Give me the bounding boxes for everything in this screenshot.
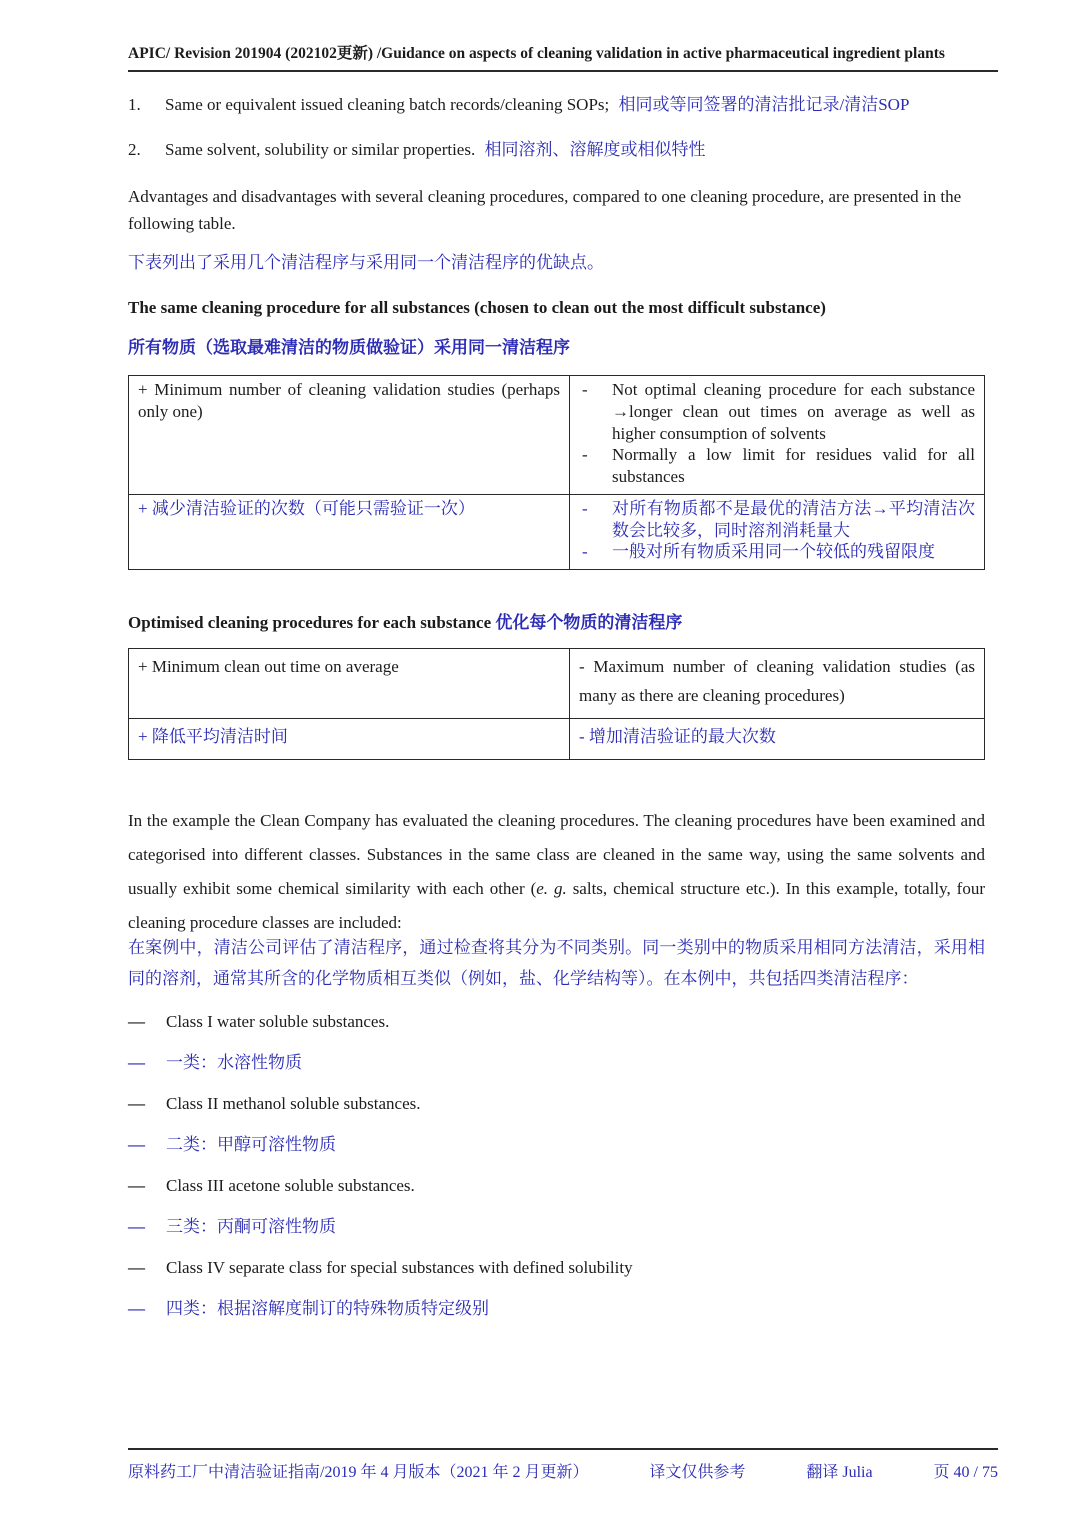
cons-text: Not optimal cleaning procedure for each substance →longer clean out times on average as well as higher consumption of solvents	[612, 380, 975, 443]
class-item-4-zh	[128, 1298, 985, 1320]
class-item-1-zh	[128, 1052, 985, 1074]
class-item-text: Class IV separate class for special substances with defined solubility	[166, 1258, 633, 1278]
cons-text: 一般对所有物质采用同一个较低的残留限度	[612, 542, 935, 562]
em-dash-marker: —	[128, 1217, 145, 1237]
list-number: 1.	[128, 95, 141, 115]
class-item-text: 一类：水溶性物质	[166, 1052, 302, 1072]
table-cell-pro-en: + Minimum number of cleaning validation studies (perhaps only one)	[129, 376, 570, 495]
dash-marker: -	[582, 542, 588, 562]
cons-bullet	[579, 444, 975, 488]
em-dash-marker: —	[128, 1299, 145, 1319]
criteria-text	[165, 94, 909, 116]
optimised-table	[128, 648, 985, 760]
cons-bullet	[579, 379, 975, 444]
paragraph-advantages-zh: 下表列出了采用几个清洁程序与采用同一个清洁程序的优缺点。	[128, 253, 604, 273]
footer-reference-note: 译文仅供参考	[649, 1464, 746, 1481]
table-cell-pro-zh: + 减少清洁验证的次数（可能只需验证一次）	[129, 494, 570, 569]
class-item-2-zh	[128, 1134, 985, 1156]
class-item-text: 二类：甲醇可溶性物质	[166, 1135, 336, 1155]
dash-marker: -	[582, 380, 588, 400]
table-row	[129, 649, 985, 719]
table-cell-cons-en	[570, 376, 985, 495]
class-item-text: 三类：丙酮可溶性物质	[166, 1217, 336, 1237]
class-item-1-en	[128, 1011, 985, 1033]
em-dash-marker: —	[128, 1176, 145, 1196]
footer-page-number: 页 40 / 75	[933, 1464, 998, 1481]
table-row	[129, 494, 985, 569]
class-item-text: 四类：根据溶解度制订的特殊物质特定级别	[166, 1299, 489, 1319]
heading-same-procedure-en: The same cleaning procedure for all substances (chosen to clean out the most difficult substance)	[128, 297, 826, 317]
heading-same-procedure-zh: 所有物质（选取最难清洁的物质做验证）采用同一清洁程序	[128, 338, 570, 357]
paragraph-advantages-en: Advantages and disadvantages with several cleaning procedures, compared to one cleaning procedure, are presented in the following table.	[128, 187, 962, 234]
class-item-2-en	[128, 1093, 985, 1115]
paragraph-example-zh: 在案例中，清洁公司评估了清洁程序，通过检查将其分为不同类别。同一类别中的物质采用相同方法清洁，采用相同的溶剂，通常其所含的化学物质相互类似（例如，盐、化学结构等）。在本例中，共包括四类清洁程序：	[128, 937, 985, 989]
page-footer	[128, 1448, 998, 1482]
criteria-text-en: Same or equivalent issued cleaning batch records/cleaning SOPs;	[165, 95, 610, 115]
class-item-text: Class I water soluble substances.	[166, 1011, 390, 1031]
em-dash-marker: —	[128, 1093, 145, 1113]
header-title: APIC/ Revision 201904 (202102更新) /Guidance on aspects of cleaning validation in active pharmaceutical ingredient plants	[128, 45, 945, 62]
cons-bullet	[579, 541, 975, 563]
em-dash-marker: —	[128, 1052, 145, 1072]
example-text-1: In the example the Clean Company has evaluated the cleaning procedures. The cleaning procedures have been examined and categorised into different classes. Substances in the same class are cleaned in the same way, using the same solvents and usually exhibit some chemical similarity with each other (	[128, 810, 985, 898]
footer-document-title: 原料药工厂中清洁验证指南/2019 年 4 月版本（2021 年 2 月更新）	[128, 1464, 589, 1481]
class-item-text: Class III acetone soluble substances.	[166, 1176, 415, 1196]
table-cell-cons-zh: - 增加清洁验证的最大次数	[570, 718, 985, 759]
example-text-2: salts, chemical structure etc.). In this example, totally, four cleaning procedure classes are included:	[128, 878, 986, 932]
cons-text: Normally a low limit for residues valid for all substances	[612, 445, 975, 487]
heading-optimised	[128, 612, 985, 634]
example-text-italic: e. g.	[536, 878, 567, 898]
criteria-text-en: Same solvent, solubility or similar properties.	[165, 140, 476, 160]
criteria-item-1	[128, 94, 985, 116]
class-item-3-zh	[128, 1216, 985, 1238]
heading-optimised-en: Optimised cleaning procedures for each substance	[128, 613, 492, 633]
cons-bullet	[579, 498, 975, 542]
class-list	[128, 1011, 985, 1321]
table-row	[129, 718, 985, 759]
cons-text: 对所有物质都不是最优的清洁方法→平均清洁次数会比较多，同时溶剂消耗量大	[612, 498, 975, 540]
heading-optimised-zh: 优化每个物质的清洁程序	[495, 613, 683, 633]
em-dash-marker: —	[128, 1011, 145, 1031]
dash-marker: -	[582, 498, 588, 518]
class-item-3-en	[128, 1175, 985, 1197]
criteria-text-zh: 相同溶剂、溶解度或相似特性	[484, 140, 706, 160]
criteria-text-zh: 相同或等同签署的清洁批记录/清洁SOP	[618, 95, 910, 115]
same-procedure-table	[128, 375, 985, 570]
list-number: 2.	[128, 140, 141, 160]
paragraph-example-en	[128, 804, 985, 940]
table-cell-cons-en: - Maximum number of cleaning validation studies (as many as there are cleaning procedures)	[570, 649, 985, 719]
footer-translator: 翻译 Julia	[806, 1464, 873, 1481]
em-dash-marker: —	[128, 1135, 145, 1155]
criteria-text	[165, 139, 705, 161]
criteria-item-2	[128, 139, 985, 161]
class-item-4-en	[128, 1257, 985, 1279]
table-cell-pro-zh: + 降低平均清洁时间	[129, 718, 570, 759]
class-item-text: Class II methanol soluble substances.	[166, 1093, 421, 1113]
table-cell-pro-en: + Minimum clean out time on average	[129, 649, 570, 719]
dash-marker: -	[582, 445, 588, 465]
table-row	[129, 376, 985, 495]
table-cell-cons-zh	[570, 494, 985, 569]
em-dash-marker: —	[128, 1258, 145, 1278]
criteria-list	[128, 94, 985, 161]
page-header	[128, 44, 998, 72]
